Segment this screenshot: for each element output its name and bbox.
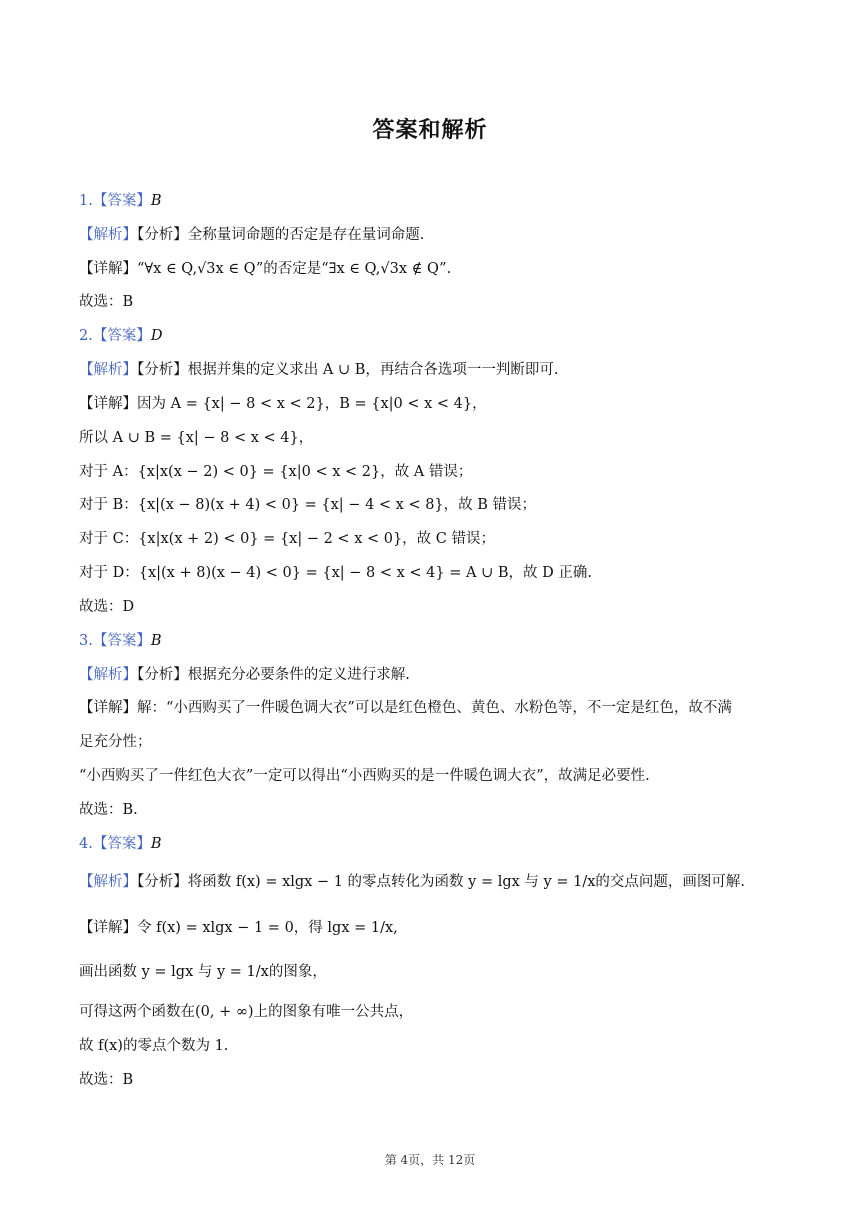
text-line: 对于 C：{x|x(x + 2) < 0} = {x| − 2 < x < 0}，故 C 错误； — [79, 531, 495, 547]
conclusion-1: 故选：B — [79, 294, 134, 310]
analysis-line-4 — [79, 872, 779, 892]
detail-line-2 — [79, 394, 779, 414]
answer-letter: B — [150, 836, 162, 852]
detail-text: 令 f(x) = xlgx − 1 = 0，得 lgx = 1/x, — [137, 920, 398, 936]
analysis-line-1 — [79, 225, 779, 245]
analysis-line-3 — [79, 665, 779, 685]
text-line: 所以 A ∪ B = {x| − 8 < x < 4}， — [79, 430, 314, 446]
answer-letter: B — [150, 633, 162, 649]
answer-line-3 — [79, 631, 779, 651]
detail-label: 【详解】 — [79, 920, 137, 936]
answer-letter: D — [150, 328, 163, 344]
analysis-text: 【分析】根据并集的定义求出 A ∪ B，再结合各选项一一判断即可. — [137, 362, 559, 378]
detail-label: 【详解】 — [79, 261, 137, 277]
conclusion-2: 故选：D — [79, 599, 135, 615]
analysis-text: 【分析】根据充分必要条件的定义进行求解. — [137, 667, 410, 683]
detail-line-4 — [79, 918, 779, 938]
detail-text: 解：“小西购买了一件暖色调大衣”可以是红色橙色、黄色、水粉色等，不一定是红色，故不满 — [137, 700, 732, 716]
text-line: 对于 A：{x|x(x − 2) < 0} = {x|0 < x < 2}，故 A 错误； — [79, 464, 473, 480]
detail-line-3 — [79, 698, 779, 718]
conclusion-4: 故选：B — [79, 1072, 134, 1088]
answer-label: 3.【答案】 — [79, 633, 151, 649]
detail-label: 【详解】 — [79, 396, 137, 412]
text-line: 对于 B：{x|(x − 8)(x + 4) < 0} = {x| − 4 < x < 8}，故 B 错误； — [79, 497, 537, 513]
text-line: 对于 D：{x|(x + 8)(x − 4) < 0} = {x| − 8 < x < 4} = A ∪ B，故 D 正确. — [79, 565, 592, 581]
page-title: 答案和解析 — [372, 118, 488, 143]
analysis-text: 【分析】将函数 f(x) = xlgx − 1 的零点转化为函数 y = lgx 与 y = 1/x的交点问题，画图可解. — [137, 874, 745, 890]
text-line: 可得这两个函数在(0, + ∞)上的图象有唯一公共点， — [79, 1004, 414, 1020]
detail-label: 【详解】 — [79, 700, 137, 716]
page-footer: 第 4页，共 12页 — [384, 1153, 476, 1167]
answer-label: 2.【答案】 — [79, 328, 151, 344]
answer-line-4 — [79, 834, 779, 854]
analysis-text: 【分析】全称量词命题的否定是存在量词命题. — [137, 227, 425, 243]
answer-letter: B — [150, 193, 162, 209]
analysis-label: 【解析】 — [79, 362, 137, 378]
answer-label: 1.【答案】 — [79, 193, 151, 209]
analysis-label: 【解析】 — [79, 874, 137, 890]
answer-label: 4.【答案】 — [79, 836, 151, 852]
text-line: 画出函数 y = lgx 与 y = 1/x的图象， — [79, 964, 327, 980]
detail-text: “∀x ∈ Q,√3x ∈ Q”的否定是“∃x ∈ Q,√3x ∉ Q”. — [137, 261, 452, 277]
text-line: 足充分性； — [79, 734, 152, 750]
answer-line-2 — [79, 326, 779, 346]
text-line: 故 f(x)的零点个数为 1. — [79, 1038, 229, 1054]
detail-line-1 — [79, 259, 779, 279]
analysis-line-2 — [79, 360, 779, 380]
analysis-label: 【解析】 — [79, 667, 137, 683]
analysis-label: 【解析】 — [79, 227, 137, 243]
text-line: “小西购买了一件红色大衣”一定可以得出“小西购买的是一件暖色调大衣”，故满足必要性. — [79, 768, 650, 784]
conclusion-3: 故选：B. — [79, 802, 138, 818]
detail-text: 因为 A = {x| − 8 < x < 2}，B = {x|0 < x < 4}， — [137, 396, 487, 412]
answer-line-1 — [79, 191, 779, 211]
